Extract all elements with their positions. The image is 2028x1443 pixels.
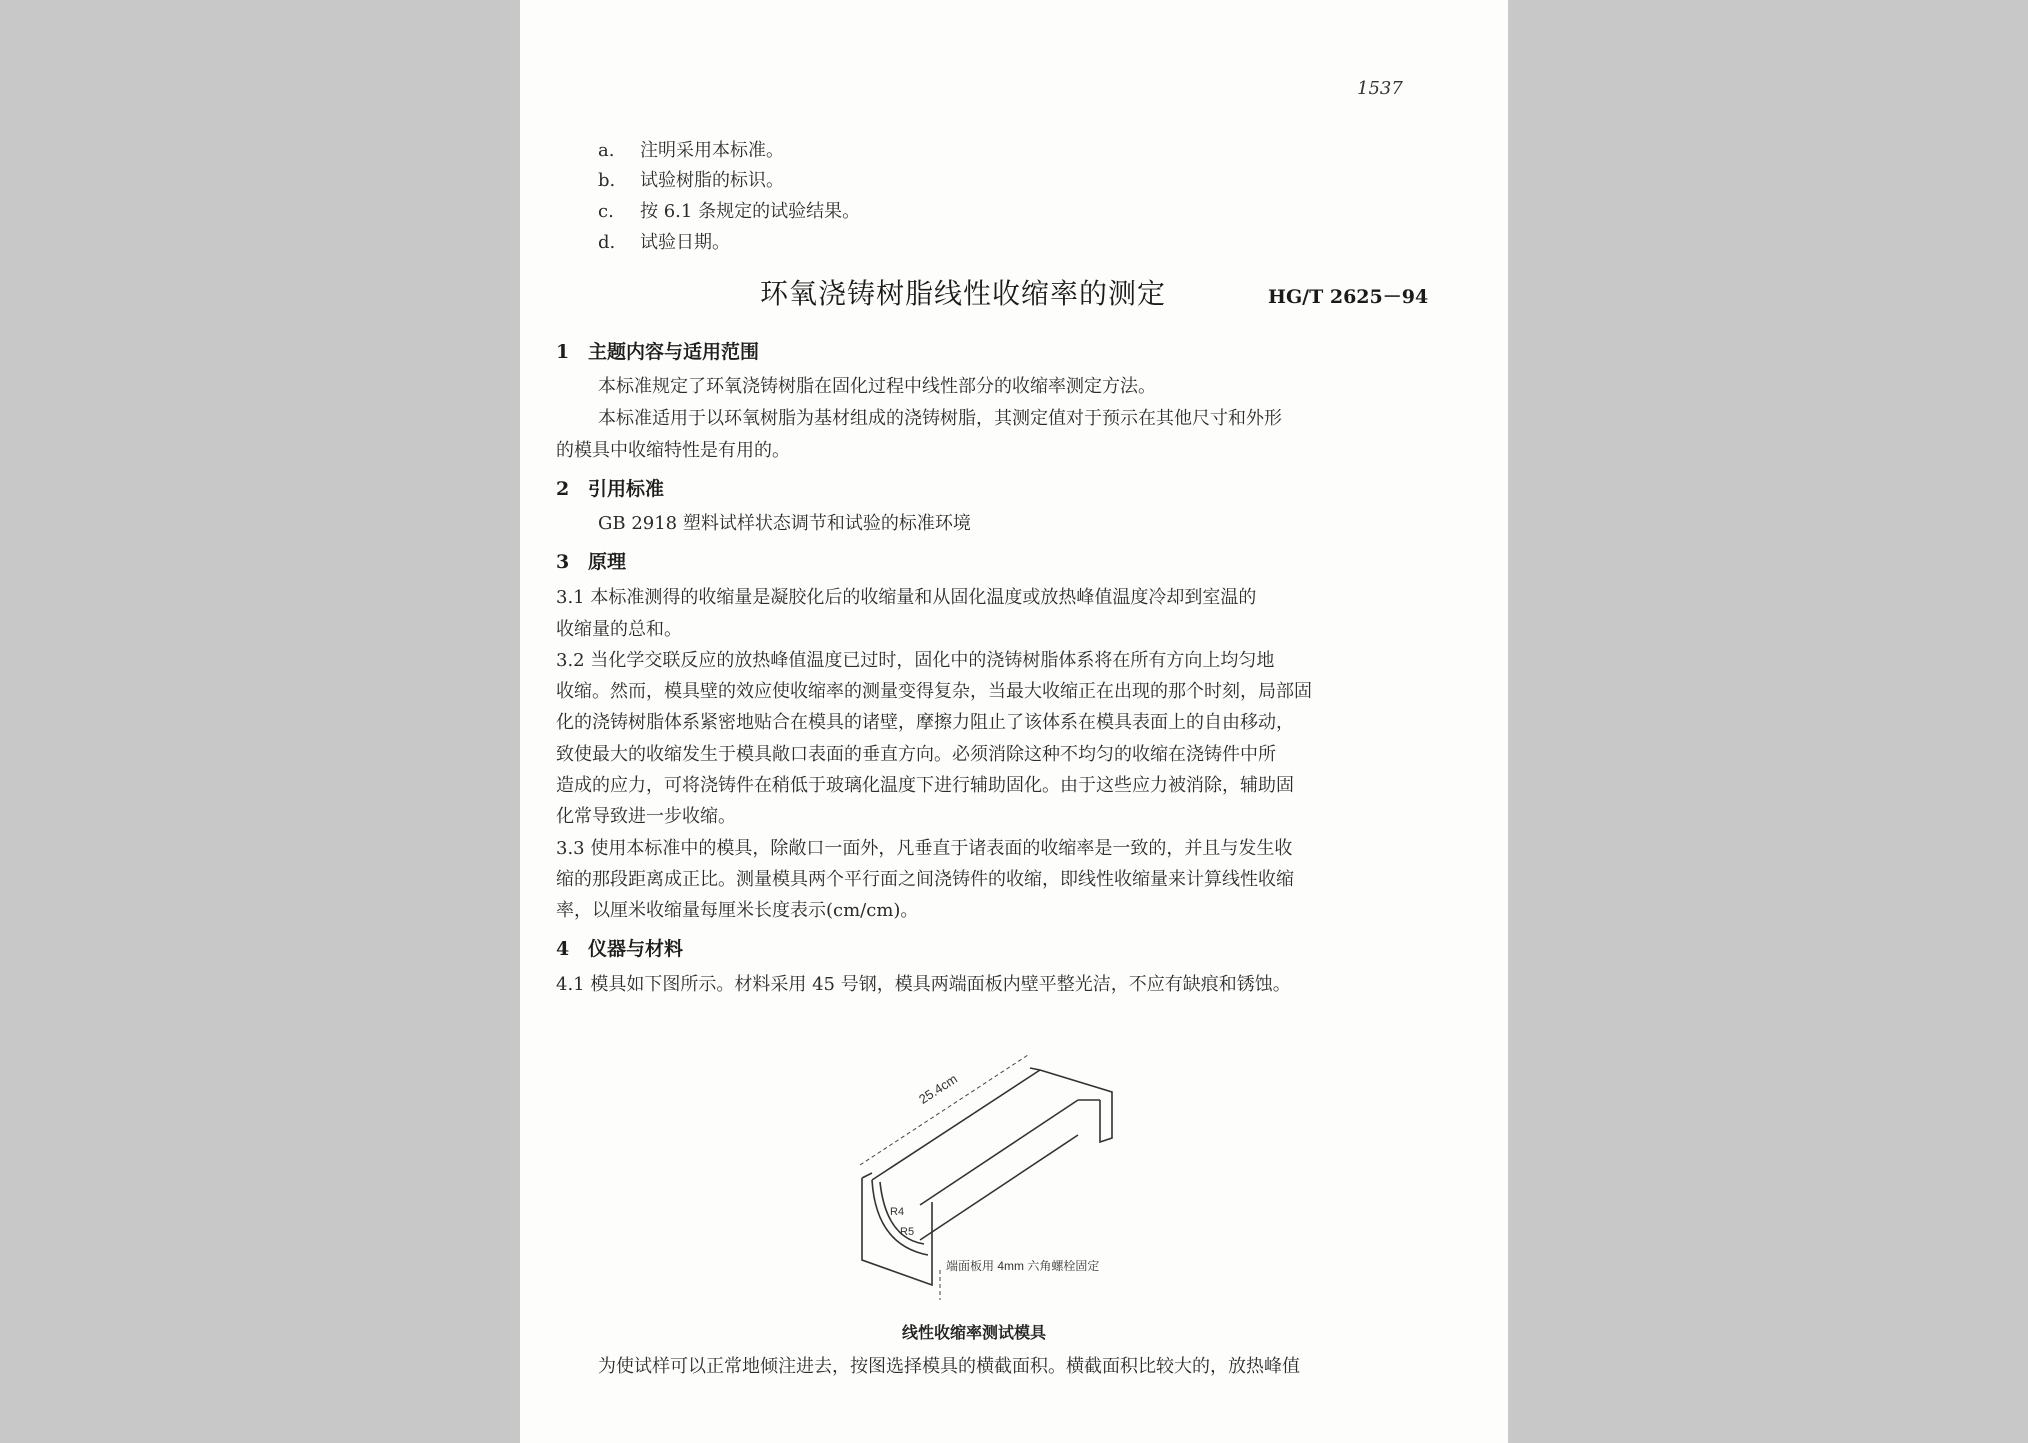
page-number: 1537 — [1357, 78, 1403, 99]
section-title: 主题内容与适用范围 — [588, 341, 760, 363]
mold-drawing — [820, 1030, 1180, 1310]
list-label: d. — [598, 232, 616, 253]
section-heading-2 — [556, 474, 664, 501]
clause-3-1-line: 3.1 本标准测得的收缩量是凝胶化后的收缩量和从固化温度或放热峰值温度冷却到室温的 — [556, 587, 1257, 608]
list-text: 试验树脂的标识。 — [640, 170, 784, 191]
clause-3-2-line: 收缩。然而，模具壁的效应使收缩率的测量变得复杂，当最大收缩正在出现的那个时刻，局部固 — [556, 681, 1312, 702]
mold-edge — [872, 1070, 1040, 1180]
paragraph: 为使试样可以正常地倾注进去，按图选择模具的横截面积。横截面积比较大的，放热峰值 — [598, 1356, 1300, 1377]
dimension-line — [860, 1055, 1028, 1165]
paragraph: 本标准规定了环氧浇铸树脂在固化过程中线性部分的收缩率测定方法。 — [598, 376, 1156, 397]
list-label: a. — [598, 140, 615, 161]
list-text: 试验日期。 — [640, 232, 730, 253]
list-text: 按 6.1 条规定的试验结果。 — [640, 201, 861, 222]
near-end-plate — [862, 1173, 872, 1178]
clause-3-2-line: 化常导致进一步收缩。 — [556, 806, 736, 827]
list-label: b. — [598, 170, 616, 191]
document-page — [520, 0, 1508, 1443]
clause-3-3-line: 缩的那段距离成正比。测量模具两个平行面之间浇铸件的收缩，即线性收缩量来计算线性收缩 — [556, 869, 1294, 890]
list-item-b — [598, 166, 784, 192]
section-heading-3 — [556, 547, 626, 574]
section-title: 引用标准 — [588, 478, 665, 500]
clause-4-1: 4.1 模具如下图所示。材料采用 45 号钢，模具两端面板内壁平整光洁，不应有缺痕和锈蚀。 — [556, 974, 1291, 995]
standard-code: HG/T 2625－94 — [1268, 286, 1429, 308]
list-label: c. — [598, 201, 614, 222]
list-item-a — [598, 136, 784, 162]
clause-3-3-line: 3.3 使用本标准中的模具，除敞口一面外，凡垂直于诸表面的收缩率是一致的，并且与发生收 — [556, 838, 1293, 859]
list-item-c — [598, 197, 860, 223]
list-item-d — [598, 228, 730, 254]
paragraph: 的模具中收缩特性是有用的。 — [556, 440, 790, 461]
list-text: 注明采用本标准。 — [640, 140, 784, 161]
mold-edge — [920, 1135, 1078, 1240]
clause-3-1-line: 收缩量的总和。 — [556, 619, 682, 640]
figure-caption: 线性收缩率测试模具 — [902, 1323, 1047, 1342]
section-heading-4 — [556, 934, 683, 961]
section-number: 2 — [556, 478, 570, 500]
section-title: 原理 — [588, 551, 627, 573]
section-number: 1 — [556, 341, 570, 363]
section-title: 仪器与材料 — [588, 938, 684, 960]
far-end-plate — [1030, 1068, 1040, 1070]
radius-label-2: R5 — [900, 1226, 915, 1238]
reference-standard: GB 2918 塑料试样状态调节和试验的标准环境 — [598, 513, 971, 534]
paragraph: 本标准适用于以环氧树脂为基材组成的浇铸树脂，其测定值对于预示在其他尺寸和外形 — [598, 408, 1282, 429]
document-title: 环氧浇铸树脂线性收缩率的测定 — [760, 277, 1167, 310]
clause-3-2-line: 3.2 当化学交联反应的放热峰值温度已过时，固化中的浇铸树脂体系将在所有方向上均匀地 — [556, 650, 1275, 671]
near-end-plate — [862, 1178, 932, 1285]
clause-3-2-line: 造成的应力，可将浇铸件在稍低于玻璃化温度下进行辅助固化。由于这些应力被消除，辅助固 — [556, 775, 1294, 796]
clause-3-2-line: 化的浇铸树脂体系紧密地贴合在模具的诸壁，摩擦力阻止了该体系在模具表面上的自由移动， — [556, 712, 1294, 733]
section-number: 4 — [556, 938, 570, 960]
length-label: 25.4cm — [916, 1071, 961, 1107]
section-heading-1 — [556, 337, 759, 364]
section-number: 3 — [556, 551, 570, 573]
far-end-plate — [1040, 1070, 1112, 1142]
clause-3-3-line: 率，以厘米收缩量每厘米长度表示(cm/cm)。 — [556, 900, 919, 921]
radius-label-1: R4 — [890, 1206, 905, 1218]
fastener-note: 端面板用 4mm 六角螺栓固定 — [946, 1259, 1100, 1273]
clause-3-2-line: 致使最大的收缩发生于模具敞口表面的垂直方向。必须消除这种不均匀的收缩在浇铸件中所 — [556, 744, 1276, 765]
mold-edge — [920, 1100, 1078, 1205]
